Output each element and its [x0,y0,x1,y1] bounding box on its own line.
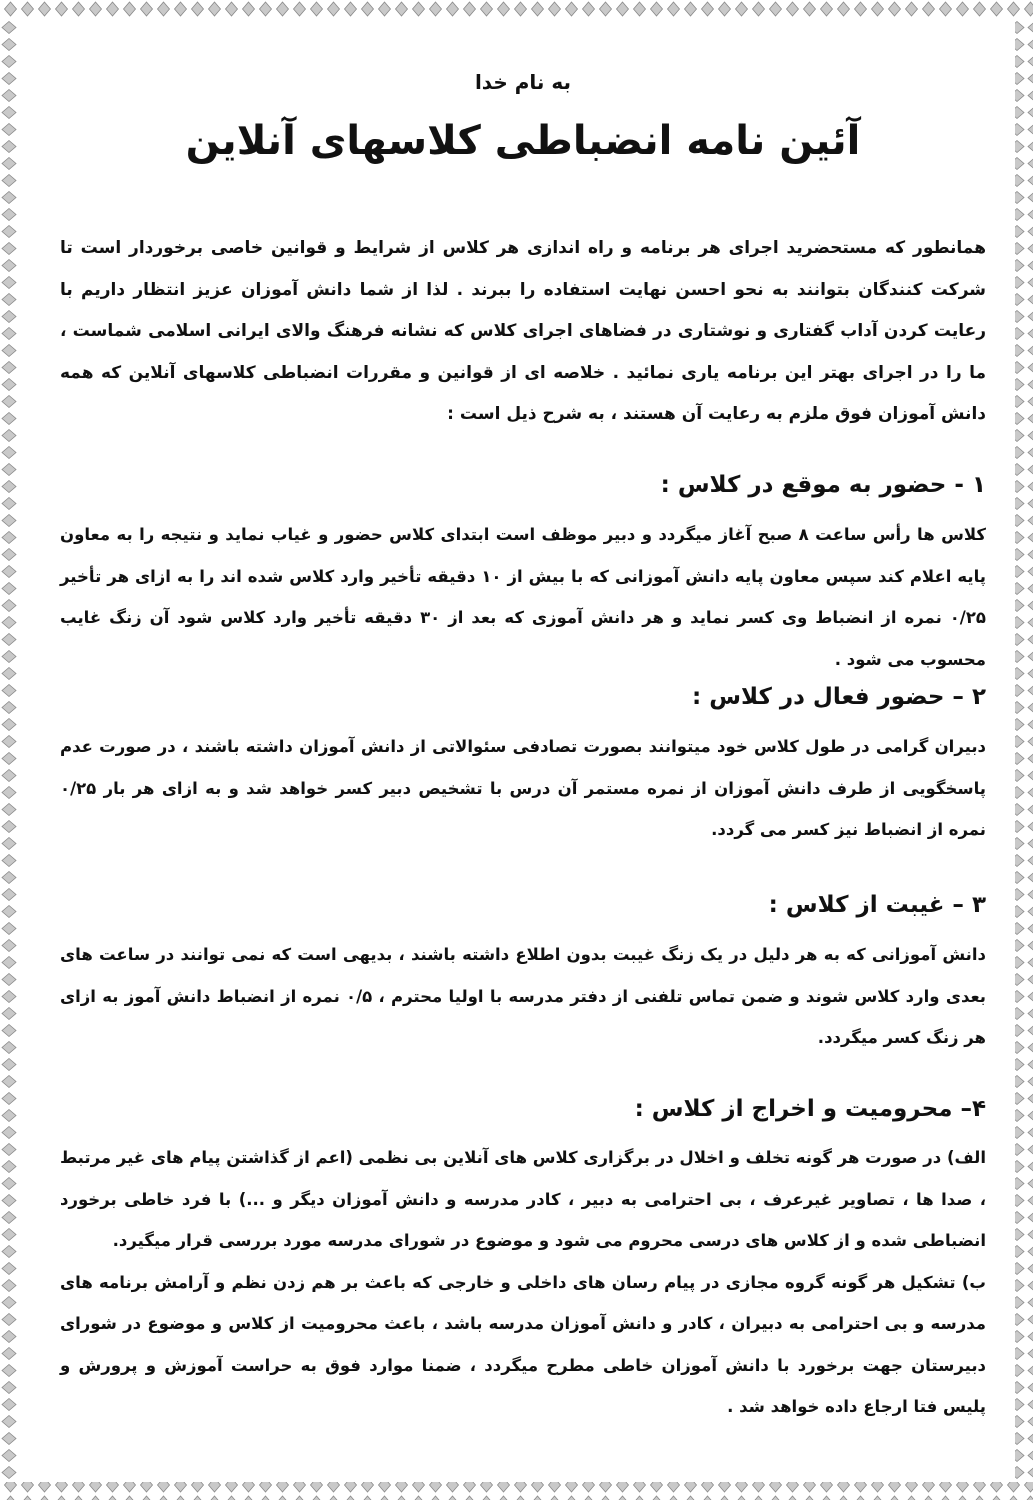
section-4-body [60,1137,986,1428]
section-3-body: دانش آموزانی که به هر دلیل در یک زنگ غیبت بدون اطلاع داشته باشند ، بدیهی است که نمی توانند در ساعت های بعدی وارد کلاس شوند و ضمن تماس تلفنی از دفتر مدرسه با اولیا محترم ، ۰/۵ نمره از انضباط دانش آموز به ازای هر زنگ کسر میگردد. [60,945,987,1047]
section-4-clause-b: ب) تشکیل هر گونه گروه مجازی در پیام رسان های داخلی و خارجی که باعث بر هم زدن نظم و آرامش برنامه های مدرسه و بی احترامی به دبیران ، کادر و دانش آموزان مدرسه باشد ، باعث محرومیت از کلاس و موضوع در شورای دبیرستان جهت برخورد با دانش آموزان خاطی مطرح میگردد ، ضمنا موارد فوق به حراست آموزش و پرورش و پلیس فتا ارجاع داده خواهد شد . [60,1272,986,1416]
page-title: آئین نامه انضباطی کلاسهای آنلاین [185,118,861,164]
section-2-body: دبیران گرامی در طول کلاس خود میتوانند بصورت تصادفی سئوالاتی از دانش آموزان داشته باشند ، در صورت عدم پاسخگویی از طرف دانش آموزان از نمره مستمر آن درس با تشخیص دبیر کسر خواهد شد و به ازای هر بار ۰/۲۵ نمره از انضباط نیز کسر می گردد. [60,737,986,839]
document-page [60,0,986,1500]
section-1-heading: ۱ - حضور به موقع در کلاس : [660,472,986,498]
basmala-heading: به نام خدا [474,70,572,94]
section-4-clause-a: الف) در صورت هر گونه تخلف و اخلال در برگزاری کلاس های آنلاین بی نظمی (اعم از گذاشتن پیام های غیر مرتبط ، صدا ها ، تصاویر غیرعرف ، بی احترامی به دبیر ، کادر مدرسه و دانش آموزان دیگر و ...) با فرد خاطی برخورد انضباطی شده و از کلاس های درسی محروم می شود و موضوع در شورای مدرسه مورد بررسی قرار میگیرد. [59,1148,986,1250]
intro-paragraph: همانطور که مستحضرید اجرای هر برنامه و راه اندازی هر کلاس از شرایط و قوانین خاصی برخوردار است تا شرکت کنندگان بتوانند به نحو احسن نهایت استفاده را ببرند . لذا از شما دانش آموزان عزیز انتظار داریم با رعایت کردن آداب گفتاری و نوشتاری در فضاهای اجرای کلاس که نشانه فرهنگ والای ایرانی اسلامی شماست ، ما را در اجرای بهتر این برنامه یاری نمائید . خلاصه ای از قوانین و مقررات انضباطی کلاسهای آنلاین که همه دانش آموزان فوق ملزم به رعایت آن هستند ، به شرح ذیل است : [60,238,986,424]
section-4-heading: ۴– محرومیت و اخراج از کلاس : [634,1096,986,1122]
section-3-heading: ۳ – غیبت از کلاس : [768,892,986,918]
section-2-heading: ۲ – حضور فعال در کلاس : [692,684,986,710]
section-1-body: کلاس ها رأس ساعت ۸ صبح آغاز میگردد و دبیر موظف است ابتدای کلاس حضور و غیاب نماید و نتیجه را به معاون پایه اعلام کند سپس معاون پایه دانش آموزانی که با بیش از ۱۰ دقیقه تأخیر وارد کلاس شده اند را به ازای هر تأخیر ۰/۲۵ نمره از انضباط وی کسر نماید و هر دانش آموزی که بعد از ۳۰ دقیقه تأخیر وارد کلاس شود آن زنگ غایب محسوب می شود . [60,525,986,669]
